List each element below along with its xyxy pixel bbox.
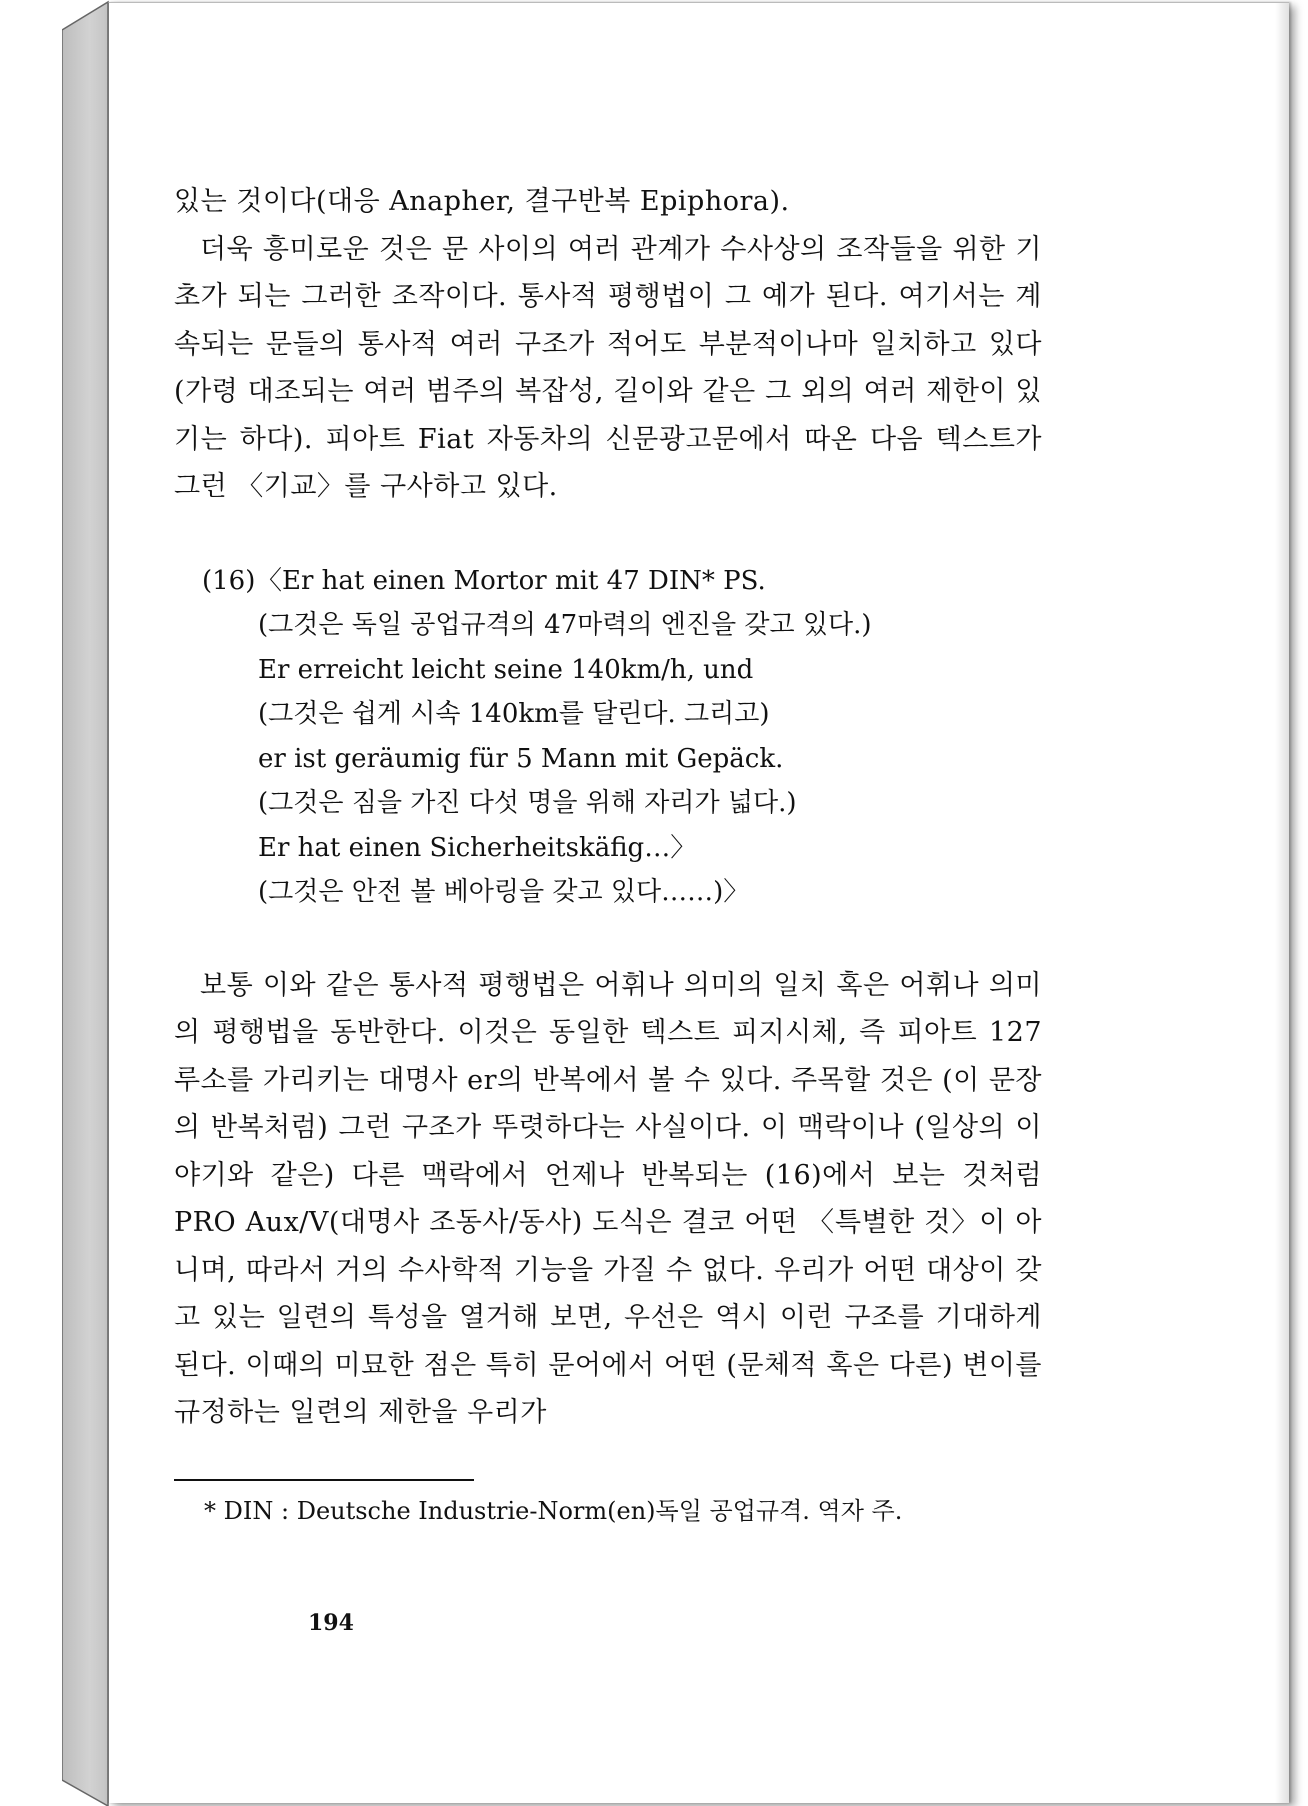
footnote: * DIN : Deutsche Industrie-Norm(en)독일 공업규격. 역자 주. bbox=[204, 1496, 903, 1525]
book-spine bbox=[62, 0, 112, 1806]
example-line: (그것은 독일 공업규격의 47마력의 엔진을 갖고 있다.) bbox=[258, 610, 872, 640]
example-line: (그것은 짐을 가진 다섯 명을 위해 자리가 넓다.) bbox=[258, 788, 797, 818]
page-content bbox=[174, 178, 1042, 1531]
example-16 bbox=[174, 559, 1042, 915]
footnote-divider bbox=[174, 1479, 474, 1481]
book-spine-graphic bbox=[62, 0, 112, 1806]
page-number: 194 bbox=[308, 1610, 354, 1636]
example-line: (그것은 안전 볼 베아링을 갖고 있다……)〉 bbox=[258, 877, 750, 907]
example-number: (16) bbox=[202, 565, 256, 596]
paragraph-syntactic-parallelism: 보통 이와 같은 통사적 평행법은 어휘나 의미의 일치 혹은 어휘나 의미의 평행법을 동반한다. 이것은 동일한 텍스트 피지시체, 즉 피아트 127 루소를 가리키는 대명사 er의 반복에서 볼 수 있다. 주목할 것은 (이 문장의 반복처럼) 그런 구조가 뚜렷하다는 사실이다. 이 맥락이나 (일상의 이야기와 같은) 다른 맥락에서 언제나 반복되는 (16)에서 보는 것처럼 PRO Aux/V(대명사 조동사/동사) 도식은 결코 어떤 〈특별한 것〉이 아니며, 따라서 거의 수사학적 기능을 가질 수 없다. 우리가 어떤 대상이 갖고 있는 일련의 특성을 열거해 보면, 우선은 역시 이런 구조를 기대하게 된다. 이때의 미묘한 점은 특히 문어에서 어떤 (문체적 혹은 다른) 변이를 규정하는 일련의 제한을 우리가 bbox=[174, 969, 1042, 1428]
example-line-text: 〈Er hat einen Mortor mit 47 DIN* PS. bbox=[256, 565, 766, 596]
example-line: (그것은 쉽게 시속 140km를 달린다. 그리고) bbox=[258, 699, 770, 729]
example-line: Er erreicht leicht seine 140km/h, und bbox=[258, 654, 754, 685]
example-line bbox=[174, 559, 1042, 604]
page-edge-shadow bbox=[1275, 3, 1289, 1803]
paragraph-parallelism: 더욱 흥미로운 것은 문 사이의 여러 관계가 수사상의 조작들을 위한 기초가 되는 그러한 조작이다. 통사적 평행법이 그 예가 된다. 여기서는 계속되는 문들의 통사적 여러 구조가 적어도 부분적이나마 일치하고 있다(가령 대조되는 여러 범주의 복잡성, 길이와 같은 그 외의 여러 제한이 있기는 하다). 피아트 Fiat 자동차의 신문광고문에서 따온 다음 텍스트가 그런 〈기교〉를 구사하고 있다. bbox=[174, 233, 1042, 502]
paragraph-continuation: 있는 것이다(대응 Anapher, 결구반복 Epiphora). bbox=[174, 186, 790, 217]
example-line: Er hat einen Sicherheitskäfig…〉 bbox=[258, 832, 697, 863]
example-line: er ist geräumig für 5 Mann mit Gepäck. bbox=[258, 743, 784, 774]
